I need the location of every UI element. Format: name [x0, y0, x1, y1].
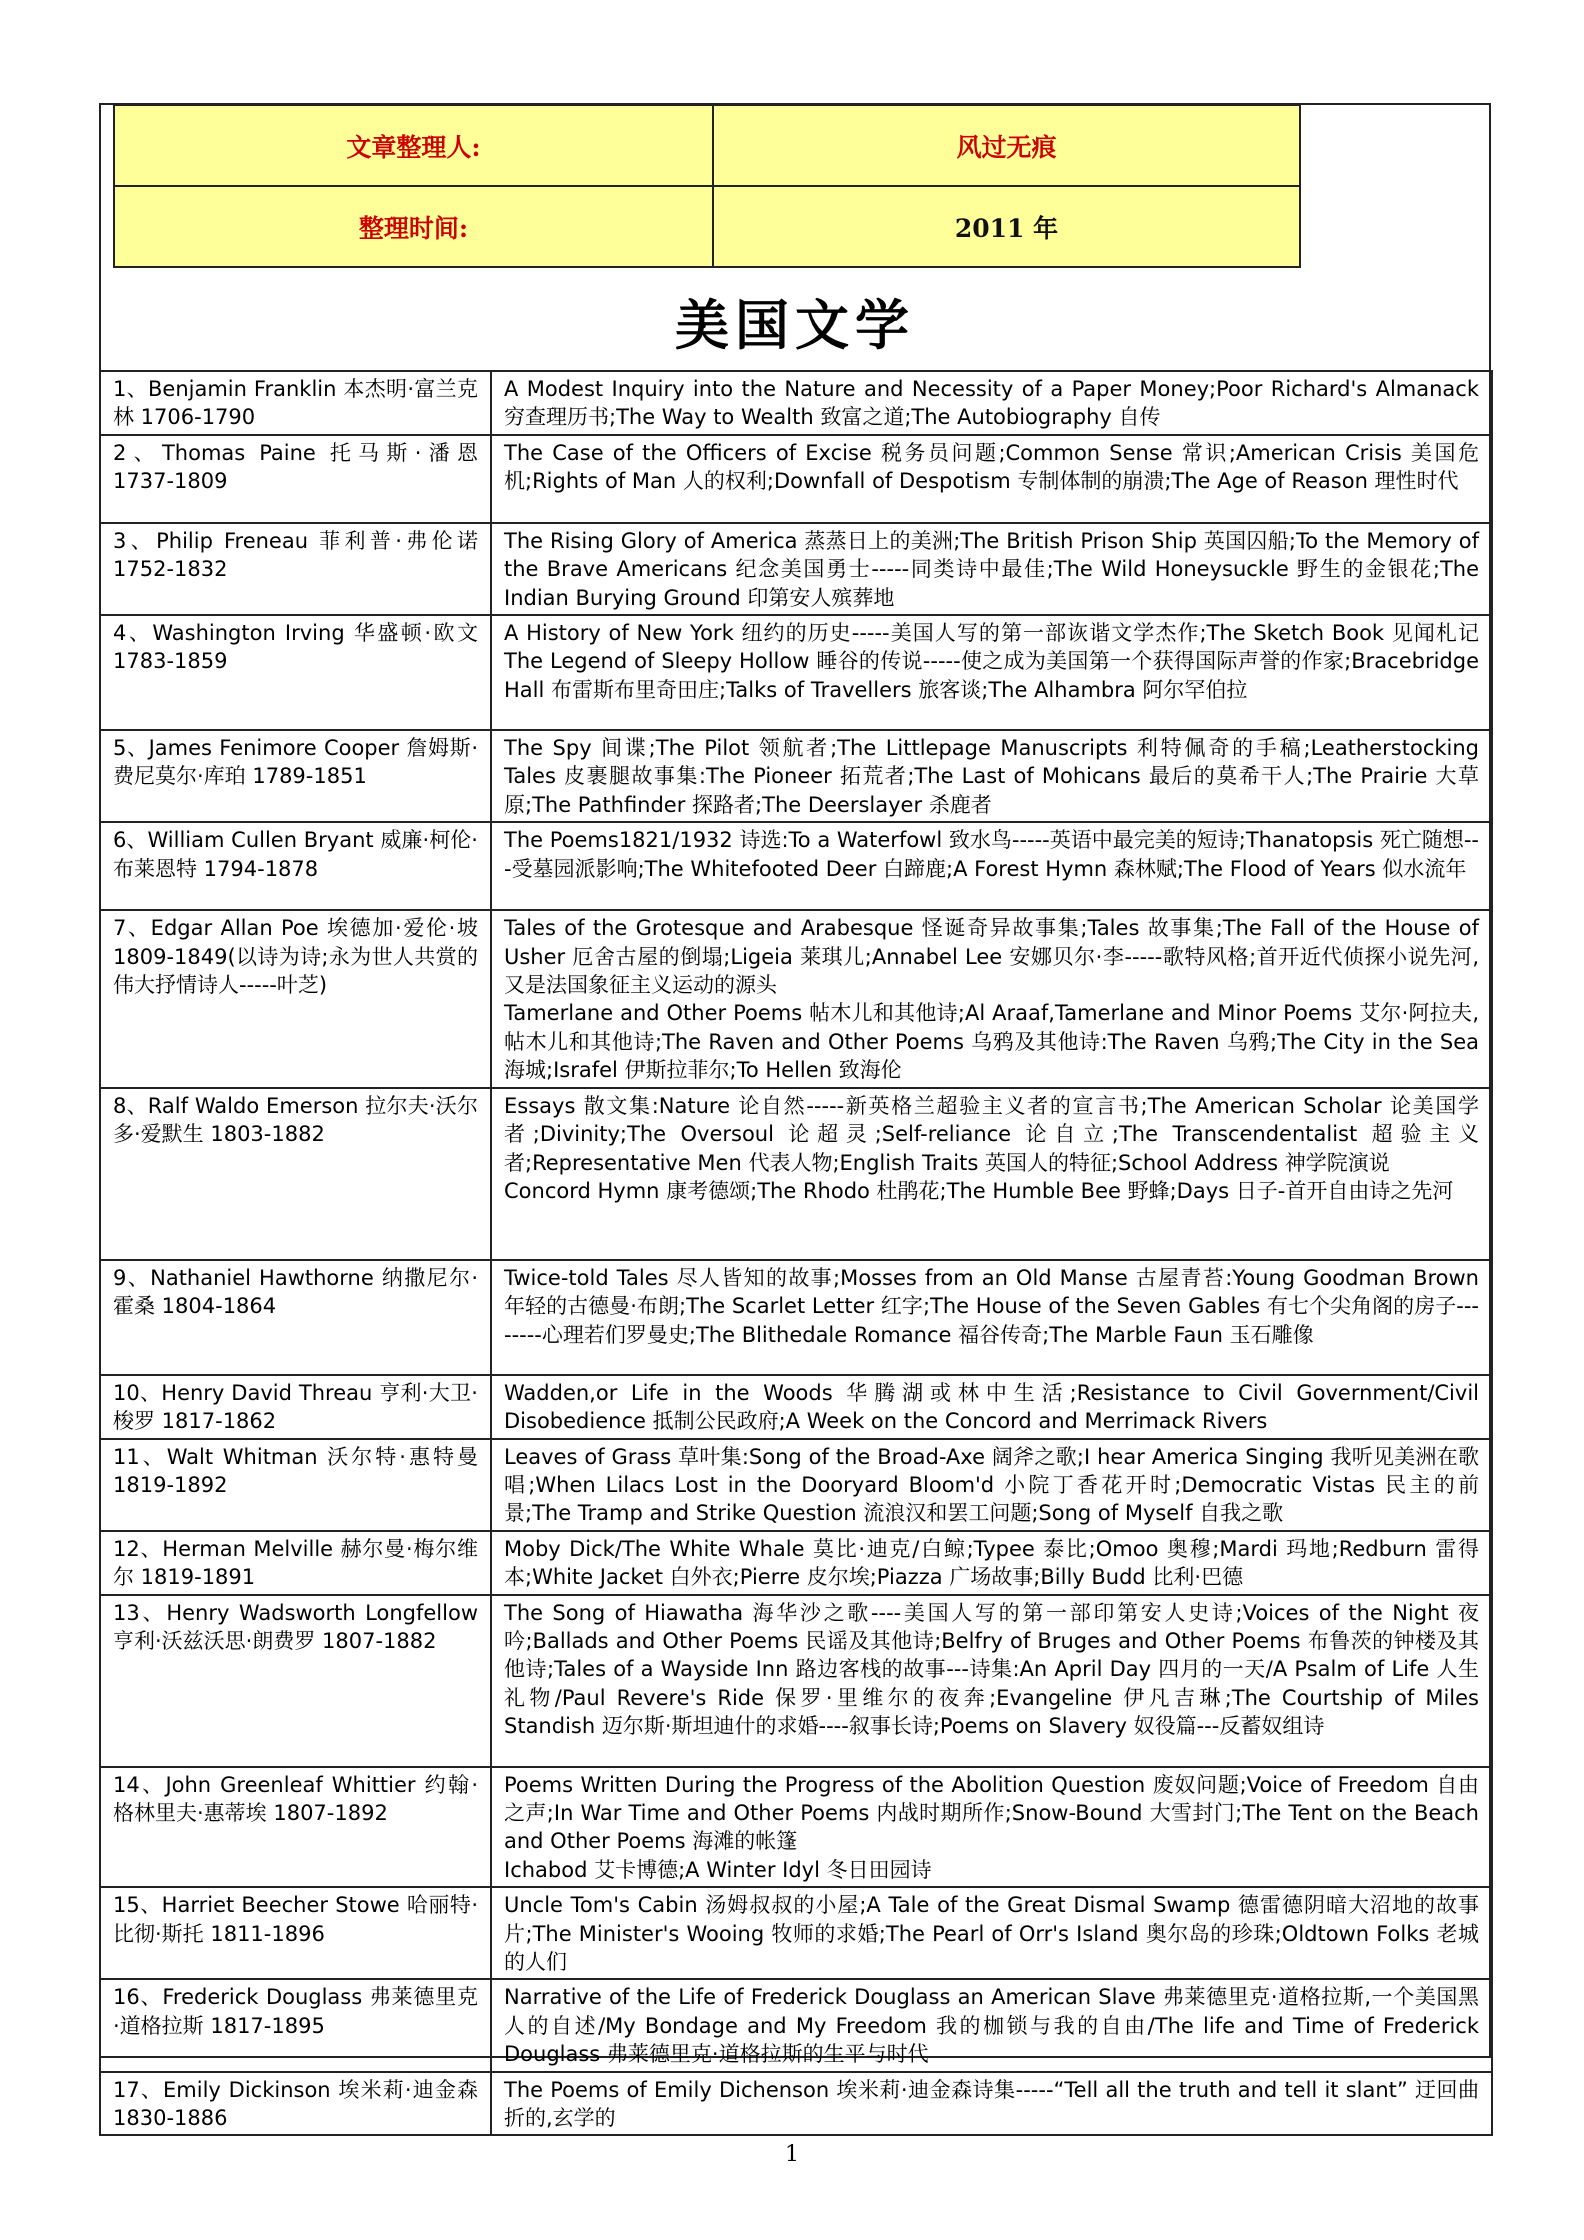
author-works: [491, 1088, 1492, 1260]
author-name: 9、Nathaniel Hawthorne 纳撒尼尔·霍桑 1804-1864: [100, 1260, 491, 1375]
works-text: The Case of the Officers of Excise 税务员问题;Common Sense 常识;American Crisis 美国危机;Rights of Man 人的权利;Downfall of Despotism 专制体制的崩溃;The Age of Reason 理性时代: [504, 440, 1479, 494]
author-name: 5、James Fenimore Cooper 詹姆斯·费尼莫尔·库珀 1789-1851: [100, 730, 491, 822]
works-text-continued: Concord Hymn 康考德颂;The Rhodo 杜鹃花;The Humble Bee 野蜂;Days 日子-首开自由诗之先河: [504, 1178, 1454, 1203]
author-name: 11、Walt Whitman 沃尔特·惠特曼 1819-1892: [100, 1439, 491, 1531]
organizer-label: 文章整理人:: [114, 105, 713, 186]
works-text: Uncle Tom's Cabin 汤姆叔叔的小屋;A Tale of the Great Dismal Swamp 德雷德阴暗大沼地的故事片;The Minister's Wooing 牧师的求婚;The Pearl of Orr's Island 奥尔岛的珍珠;Oldtown Folks 老城的人们: [504, 1893, 1479, 1974]
works-text-continued: Tamerlane and Other Poems 帖木儿和其他诗;Al Araaf,Tamerlane and Minor Poems 艾尔·阿拉夫,帖木儿和其他诗;The Raven and Other Poems 乌鸦及其他诗:The Raven 乌鸦;The City in the Sea 海城;Israfel 伊斯拉菲尔;To Hellen 致海伦: [504, 1001, 1479, 1083]
works-text: A Modest Inquiry into the Nature and Necessity of a Paper Money;Poor Richard's Almanack 穷查理历书;The Way to Wealth 致富之道;The Autobiography 自传: [504, 377, 1479, 430]
works-text: Leaves of Grass 草叶集:Song of the Broad-Axe 阔斧之歌;I hear America Singing 我听见美洲在歌唱;When Lilacs Lost in the Dooryard Bloom'd 小院丁香花开时;Democratic Vistas 民主的前景;The Tramp and Strike Question 流浪汉和罢工问题;Song of Myself 自我之歌: [504, 1444, 1479, 1526]
author-name: 1、Benjamin Franklin 本杰明·富兰克林 1706-1790: [100, 371, 491, 435]
author-row: [100, 1260, 1492, 1375]
works-text: The Poems of Emily Dichenson 埃米莉·迪金森诗集-----“Tell all the truth and tell it slant” 迂回曲折的,玄学的: [504, 2077, 1479, 2130]
author-row: [100, 523, 1492, 615]
author-name: 2、Thomas Paine 托马斯·潘恩 1737-1809: [100, 435, 491, 523]
author-row: [100, 1531, 1492, 1595]
author-works: [491, 822, 1492, 910]
author-name: 14、John Greenleaf Whittier 约翰·格林里夫·惠蒂埃 1807-1892: [100, 1767, 491, 1888]
header-row-date: [114, 186, 1300, 267]
author-works: [491, 1260, 1492, 1375]
author-row: [100, 1375, 1492, 1439]
author-works: [491, 1375, 1492, 1439]
author-name: 8、Ralf Waldo Emerson 拉尔夫·沃尔多·爱默生 1803-1882: [100, 1088, 491, 1260]
date-label: 整理时间:: [114, 186, 713, 267]
works-text: Essays 散文集:Nature 论自然-----新英格兰超验主义者的宣言书;The American Scholar 论美国学者;Divinity;The Oversoul 论超灵;Self-reliance 论自立;The Transcendentalist 超验主义者;Representative Men 代表人物;English Traits 英国人的特征;School Address 神学院演说: [504, 1093, 1479, 1175]
author-works: [491, 1439, 1492, 1531]
works-text: A History of New York 纽约的历史-----美国人写的第一部诙谐文学杰作;The Sketch Book 见闻札记 The Legend of Sleepy Hollow 睡谷的传说-----使之成为美国第一个获得国际声誉的作家;Bracebridge Hall 布雷斯布里奇田庄;Talks of Travellers 旅客谈;The Alhambra 阿尔罕伯拉: [504, 621, 1479, 702]
author-row: [100, 1887, 1492, 1979]
author-name: 4、Washington Irving 华盛顿·欧文 1783-1859: [100, 615, 491, 730]
author-row: [100, 1088, 1492, 1260]
author-row: [100, 822, 1492, 910]
author-works: [491, 1887, 1492, 1979]
author-name: 15、Harriet Beecher Stowe 哈丽特·比彻·斯托 1811-1896: [100, 1887, 491, 1979]
works-text: Poems Written During the Progress of the Abolition Question 废奴问题;Voice of Freedom 自由之声;In War Time and Other Poems 内战时期所作;Snow-Bound 大雪封门;The Tent on the Beach and Other Poems 海滩的帐篷: [504, 1772, 1479, 1854]
author-works: [491, 910, 1492, 1087]
author-row: [100, 1595, 1492, 1767]
works-text: Tales of the Grotesque and Arabesque 怪诞奇异故事集;Tales 故事集;The Fall of the House of Usher 厄舍古屋的倒塌;Ligeia 莱琪儿;Annabel Lee 安娜贝尔·李-----歌特风格;首开近代侦探小说先河,又是法国象征主义运动的源头: [504, 916, 1479, 998]
author-works: [491, 730, 1492, 822]
author-row: [100, 730, 1492, 822]
author-row: [100, 1979, 1492, 2071]
page-number: 1: [785, 2142, 799, 2167]
author-name: 3、Philip Freneau 菲利普·弗伦诺 1752-1832: [100, 523, 491, 615]
author-works: [491, 1767, 1492, 1888]
organizer-value: 风过无痕: [713, 105, 1300, 186]
date-value: 2011 年: [713, 186, 1300, 267]
works-text: The Spy 间谍;The Pilot 领航者;The Littlepage Manuscripts 利特佩奇的手稿;Leatherstocking Tales 皮裹腿故事集:The Pioneer 拓荒者;The Last of Mohicans 最后的莫希干人;The Prairie 大草原;The Pathfinder 探路者;The Deerslayer 杀鹿者: [504, 736, 1479, 817]
works-text-continued: Ichabod 艾卡博德;A Winter Idyl 冬日田园诗: [504, 1857, 932, 1882]
works-text: Twice-told Tales 尽人皆知的故事;Mosses from an Old Manse 古屋青苔:Young Goodman Brown 年轻的古德曼·布朗;The Scarlet Letter 红字;The House of the Seven Gables 有七个尖角阁的房子--------心理若们罗曼史;The Blithedale Romance 福谷传奇;The Marble Faun 玉石雕像: [504, 1265, 1479, 1347]
works-text: The Poems1821/1932 诗选:To a Waterfowl 致水鸟-----英语中最完美的短诗;Thanatopsis 死亡随想---受墓园派影响;The Whitefooted Deer 白蹄鹿;A Forest Hymn 森林赋;The Flood of Years 似水流年: [504, 828, 1479, 881]
works-text: Narrative of the Life of Frederick Douglass an American Slave 弗莱德里克·道格拉斯,一个美国黑人的自述/My Bondage and My Freedom 我的枷锁与我的自由/The life and Time of Frederick Douglass 弗莱德里克·道格拉斯的生平与时代: [504, 1985, 1479, 2067]
author-works: [491, 2072, 1492, 2136]
author-row: [100, 435, 1492, 523]
document-title: 美国文学: [675, 293, 915, 357]
works-text: The Song of Hiawatha 海华沙之歌----美国人写的第一部印第安人史诗;Voices of the Night 夜吟;Ballads and Other Poems 民谣及其他诗;Belfry of Bruges and Other Poems 布鲁茨的钟楼及其他诗;Tales of a Wayside Inn 路边客栈的故事---诗集:An April Day 四月的一天/A Psalm of Life 人生礼物/Paul Revere's Ride 保罗·里维尔的夜奔;Evangeline 伊凡吉琳;The Courtship of Miles Standish 迈尔斯·斯坦迪什的求婚----叙事长诗;Poems on Slavery 奴役篇---反蓄奴组诗: [504, 1600, 1479, 1739]
author-name: 10、Henry David Threau 亨利·大卫·梭罗 1817-1862: [100, 1375, 491, 1439]
author-works: [491, 615, 1492, 730]
header-table: [113, 104, 1301, 268]
author-row: [100, 910, 1492, 1087]
author-works: [491, 1595, 1492, 1767]
author-row: [100, 615, 1492, 730]
author-name: 17、Emily Dickinson 埃米莉·迪金森 1830-1886: [100, 2072, 491, 2136]
author-row: [100, 2072, 1492, 2136]
author-works: [491, 1979, 1492, 2071]
author-name: 6、William Cullen Bryant 威廉·柯伦·布莱恩特 1794-1878: [100, 822, 491, 910]
author-name: 16、Frederick Douglass 弗莱德里克·道格拉斯 1817-1895: [100, 1979, 491, 2071]
author-name: 13、Henry Wadsworth Longfellow 亨利·沃兹沃思·朗费罗 1807-1882: [100, 1595, 491, 1767]
author-row: [100, 371, 1492, 435]
authors-table: [99, 370, 1493, 2136]
authors-table-body: [100, 371, 1492, 2135]
author-works: [491, 523, 1492, 615]
author-works: [491, 371, 1492, 435]
author-row: [100, 1439, 1492, 1531]
works-text: Moby Dick/The White Whale 莫比·迪克/白鲸;Typee 泰比;Omoo 奥穆;Mardi 玛地;Redburn 雷得本;White Jacket 白外衣;Pierre 皮尔埃;Piazza 广场故事;Billy Budd 比利·巴德: [504, 1536, 1479, 1590]
author-name: 7、Edgar Allan Poe 埃德加·爱伦·坡 1809-1849(以诗为诗;永为世人共赏的伟大抒情诗人-----叶芝): [100, 910, 491, 1087]
author-row: [100, 1767, 1492, 1888]
author-works: [491, 1531, 1492, 1595]
header-row-organizer: [114, 105, 1300, 186]
author-name: 12、Herman Melville 赫尔曼·梅尔维尔 1819-1891: [100, 1531, 491, 1595]
works-text: Wadden,or Life in the Woods 华腾湖或林中生活;Resistance to Civil Government/Civil Disobedience 抵制公民政府;A Week on the Concord and Merrimack Rivers: [504, 1380, 1479, 1434]
works-text: The Rising Glory of America 蒸蒸日上的美洲;The British Prison Ship 英国囚船;To the Memory of the Brave Americans 纪念美国勇士-----同类诗中最佳;The Wild Honeysuckle 野生的金银花;The Indian Burying Ground 印第安人殡葬地: [504, 528, 1479, 610]
author-works: [491, 435, 1492, 523]
